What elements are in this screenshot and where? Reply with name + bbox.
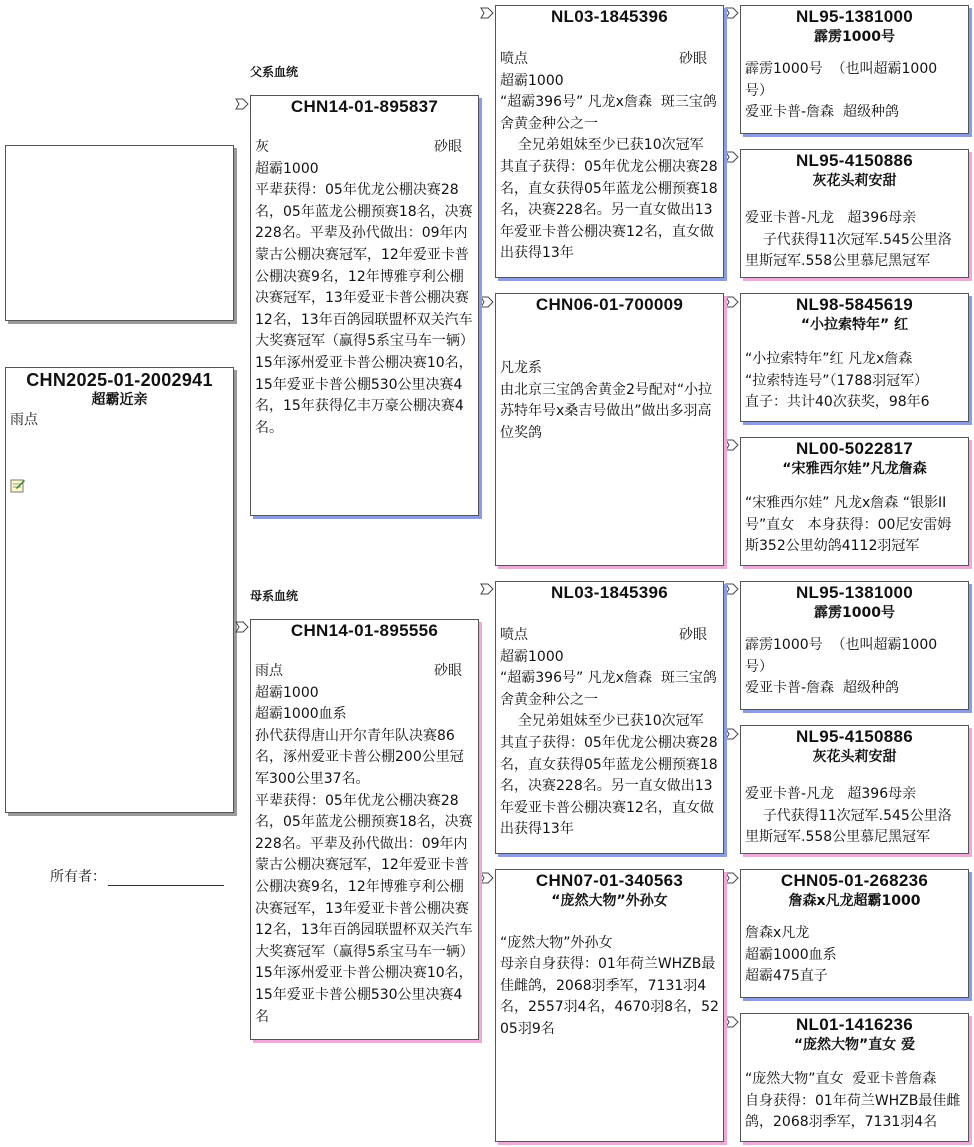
- dss-card[interactable]: [740, 581, 969, 710]
- sire-id: CHN14-01-895837: [290, 97, 439, 116]
- note-icon[interactable]: [10, 478, 26, 494]
- dam-dam-name: “庞然大物”外孙女: [551, 893, 668, 909]
- dam-color: 雨点: [255, 663, 283, 679]
- pin-icon[interactable]: [479, 295, 495, 309]
- sire-sire-color: 喷点: [500, 51, 528, 67]
- owner-label: 所有者：: [50, 869, 106, 885]
- sire-lineage-label: 父系血统: [250, 65, 299, 79]
- dsd-id: NL95-4150886: [795, 727, 913, 746]
- ssd-id: NL95-4150886: [795, 151, 913, 170]
- ddd-name: “庞然大物”直女 爱: [793, 1037, 916, 1053]
- pin-icon[interactable]: [479, 582, 495, 596]
- sss-text: 霹雳1000号 （也叫超霸1000号） 爱亚卡普-詹森 超级种鸽: [745, 61, 938, 121]
- sire-text: 超霸1000 平辈获得：05年优龙公棚决赛28名，05年蓝龙公棚预赛18名，决赛228名。平辈及孙代做出：09年内蒙古公棚决赛冠军，12年爱亚卡普公棚决赛9名，12年博雅亨利公棚决赛冠军，13年爱亚卡普公棚决赛12名，13年百鸽园联盟杯双关汽车大奖赛冠军（赢得5系宝马车一辆）15年涿州爱亚卡普公棚决赛10名，15年爱亚卡普公棚530公里决赛4名，15年获得亿丰万豪公棚决赛4名。: [255, 160, 474, 436]
- dam-sire-text: 超霸1000 “超霸396号” 凡龙x詹森 斑三宝鸽舍黄金种公之一 全兄弟姐妹至少已获10次冠军 其直子获得：05年优龙公棚决赛28名，直女获得05年蓝龙公棚预赛18名，决赛228名。另一直女做出13年爱亚卡普公棚决赛12名，直女做出获得13年: [500, 648, 718, 838]
- pin-icon[interactable]: [724, 1015, 740, 1029]
- subject-name: 超霸近亲: [91, 392, 148, 408]
- pin-icon[interactable]: [234, 620, 250, 634]
- sdd-text: “宋雅西尔娃” 凡龙x詹森 “银影II号”直女 本身获得：00尼安雷姆斯352公里幼鸽4112羽冠军: [745, 495, 952, 555]
- owner-line[interactable]: [108, 869, 224, 886]
- dam-eye: 砂眼: [434, 663, 462, 679]
- sire-color-row: [251, 137, 478, 159]
- pin-icon[interactable]: [724, 295, 740, 309]
- sds-card[interactable]: [740, 293, 969, 422]
- pin-icon[interactable]: [724, 438, 740, 452]
- dsd-text: 爱亚卡普-凡龙 超396母亲 子代获得11次冠军.545公里洛里斯冠军.558公里慕尼黑冠军: [745, 786, 952, 846]
- dam-lineage-label: 母系血统: [250, 589, 299, 603]
- dss-id: NL95-1381000: [795, 583, 913, 602]
- ddd-id: NL01-1416236: [795, 1015, 913, 1034]
- ssd-card[interactable]: [740, 149, 969, 278]
- subject-color: 雨点: [10, 412, 38, 428]
- ssd-name: 灰花头莉安甜: [812, 173, 897, 189]
- dam-card[interactable]: [250, 619, 479, 1040]
- pin-icon[interactable]: [724, 727, 740, 741]
- dss-text: 霹雳1000号 （也叫超霸1000号） 爱亚卡普-詹森 超级种鸽: [745, 637, 938, 697]
- dam-sire-eye: 砂眼: [679, 627, 707, 643]
- sire-sire-eye: 砂眼: [679, 51, 707, 67]
- sss-card[interactable]: [740, 5, 969, 134]
- sss-id: NL95-1381000: [795, 7, 913, 26]
- sire-dam-card[interactable]: [495, 293, 724, 566]
- dam-sire-card[interactable]: [495, 581, 724, 854]
- subject-card[interactable]: [5, 367, 234, 813]
- ddd-card[interactable]: [740, 1013, 969, 1142]
- sdd-name: “宋雅西尔娃”凡龙詹森: [782, 461, 927, 477]
- sds-text: “小拉索特年”红 凡龙x詹森 “拉索特连号”（1788羽冠军） 直子：共计40次获奖，98年6: [745, 351, 930, 411]
- sire-color: 灰: [255, 139, 269, 155]
- dds-text: 詹森x凡龙 超霸1000血系 超霸475直子: [745, 925, 837, 985]
- sds-name: “小拉索特年” 红: [800, 317, 909, 333]
- pin-icon[interactable]: [724, 871, 740, 885]
- sire-dam-text: 凡龙系 由北京三宝鸽舍黄金2号配对“小拉苏特年号x桑吉号做出”做出多羽高位奖鸽: [500, 360, 713, 441]
- dam-sire-color: 喷点: [500, 627, 528, 643]
- sdd-card[interactable]: [740, 437, 969, 566]
- ddd-text: “庞然大物”直女 爱亚卡普詹森 自身获得：01年荷兰WHZB最佳雌鸽，2068羽季军，7131羽4名: [745, 1071, 961, 1131]
- pin-icon[interactable]: [724, 582, 740, 596]
- pin-icon[interactable]: [479, 871, 495, 885]
- pin-icon[interactable]: [479, 6, 495, 20]
- sire-sire-card[interactable]: [495, 5, 724, 278]
- dsd-name: 灰花头莉安甜: [812, 749, 897, 765]
- pin-icon[interactable]: [724, 150, 740, 164]
- photo-box: [5, 145, 234, 321]
- dds-card[interactable]: [740, 869, 969, 998]
- sire-dam-id: CHN06-01-700009: [535, 295, 684, 314]
- dss-name: 霹雳1000号: [814, 605, 895, 621]
- dam-dam-card[interactable]: [495, 869, 724, 1142]
- sds-id: NL98-5845619: [795, 295, 913, 314]
- dds-id: CHN05-01-268236: [780, 871, 929, 890]
- dsd-card[interactable]: [740, 725, 969, 854]
- dam-dam-text: “庞然大物”外孙女 母亲自身获得：01年荷兰WHZB最佳雌鸽，2068羽季军，7131羽4名，2557羽4名，4670羽8名，5205羽9名: [500, 934, 719, 1037]
- dds-name: 詹森x凡龙超霸1000: [788, 893, 921, 909]
- owner-field: [50, 866, 224, 886]
- dam-id: CHN14-01-895556: [290, 621, 439, 640]
- dam-sire-id: NL03-1845396: [550, 583, 668, 602]
- subject-id: CHN2025-01-2002941: [26, 370, 213, 390]
- dam-color-row: [251, 661, 478, 683]
- sire-eye: 砂眼: [434, 139, 462, 155]
- sire-sire-text: 超霸1000 “超霸396号” 凡龙x詹森 斑三宝鸽舍黄金种公之一 全兄弟姐妹至少已获10次冠军 其直子获得：05年优龙公棚决赛28名，直女获得05年蓝龙公棚预赛18名，决赛228名。另一直女做出13年爱亚卡普公棚决赛12名，直女做出获得13年: [500, 72, 718, 262]
- ssd-text: 爱亚卡普-凡龙 超396母亲 子代获得11次冠军.545公里洛里斯冠军.558公里慕尼黑冠军: [745, 210, 952, 270]
- pin-icon[interactable]: [724, 6, 740, 20]
- dam-dam-id: CHN07-01-340563: [535, 871, 684, 890]
- pin-icon[interactable]: [234, 97, 250, 111]
- sire-sire-color-row: [496, 49, 723, 71]
- dam-sire-color-row: [496, 625, 723, 647]
- sire-card[interactable]: [250, 95, 479, 516]
- sdd-id: NL00-5022817: [795, 439, 913, 458]
- sss-name: 霹雳1000号: [814, 29, 895, 45]
- dam-text: 超霸1000 超霸1000血系 孙代获得唐山开尔青年队决赛86名，涿州爱亚卡普公棚200公里冠军300公里37名。 平辈获得：05年优龙公棚决赛28名，05年蓝龙公棚预赛18名，决赛228名。平辈及孙代做出：09年内蒙古公棚决赛冠军，12年爱亚卡普公棚决赛9名，12年博雅亨利公棚决赛冠军，13年爱亚卡普公棚决赛12名，13年百鸽园联盟杯双关汽车大奖赛冠军（赢得5系宝马车一辆）15年涿州爱亚卡普公棚决赛10名，15年爱亚卡普公棚530公里决赛4名: [255, 684, 474, 1025]
- sire-sire-id: NL03-1845396: [550, 7, 668, 26]
